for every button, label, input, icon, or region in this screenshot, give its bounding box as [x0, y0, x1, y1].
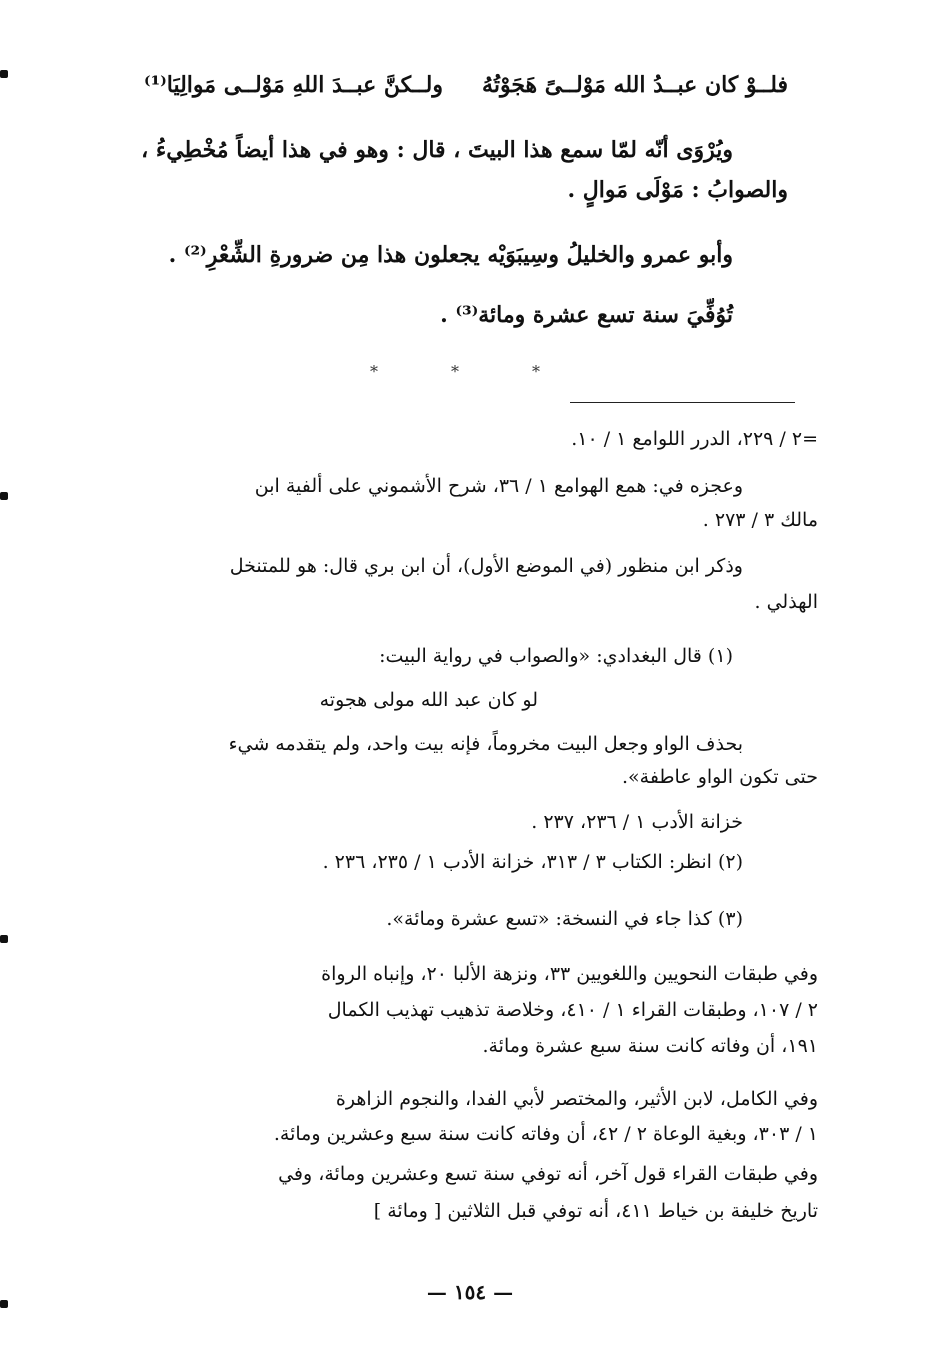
footnote-3: (٣) كذا جاء في النسخة: «تسع عشرة ومائة». — [386, 908, 743, 930]
margin-mark — [0, 1300, 8, 1308]
separator-star: * — [451, 362, 459, 381]
page-number: — ١٥٤ — — [426, 1280, 514, 1304]
footnote-1: (١) قال البغدادي: «والصواب في رواية البيت: — [379, 645, 733, 667]
footnote-line: تاريخ خليفة بن خياط ٤١١، أنه توفي قبل الثلاثين [ ومائة ] — [373, 1200, 818, 1222]
footnote-line: ١٩١، أن وفاته كانت سنة سبع عشرة ومائة. — [482, 1035, 818, 1057]
footnote-line: مالك ٣ / ٢٧٣ . — [702, 509, 818, 531]
margin-mark — [0, 492, 8, 500]
footnote-2: (٢) انظر: الكتاب ٣ / ٣١٣، خزانة الأدب ١ / ٢٣٥، ٢٣٦ . — [322, 851, 743, 873]
footnote-line: =٢ / ٢٢٩، الدرر اللوامع ١ / ١٠. — [571, 428, 818, 450]
verse-first-hemistich: فلــوْ كان عبــدُ الله مَوْلــىً هَجَوْتُهُ — [482, 72, 788, 98]
main-text-line: ويُرْوَى أنّه لمّا سمع هذا البيتَ ، قال : وهو في هذا أيضاً مُخْطِيءُ ، — [141, 137, 733, 163]
footnote-line: ٢ / ١٠٧، وطبقات القراء ١ / ٤١٠، وخلاصة تذهيب تهذيب الكمال — [327, 999, 818, 1021]
separator-star: * — [532, 362, 540, 381]
verse-second-hemistich: ولــكنَّ عبــدَ اللهِ مَوْلــى مَوالِيَا⁽¹⁾ — [144, 72, 443, 98]
footnote-line: وفي الكامل، لابن الأثير، والمختصر لأبي الفدا، والنجوم الزاهرة — [335, 1088, 818, 1110]
footnote-line: وذكر ابن منظور (في الموضع الأول)، أن ابن بري قال: هو للمتنخل — [229, 555, 743, 577]
section-separator — [370, 362, 540, 381]
footnote-divider — [570, 402, 795, 403]
footnote-line: وفي طبقات النحويين واللغويين ٣٣، ونزهة الألبا ٢٠، وإنباه الرواة — [321, 963, 818, 985]
margin-mark — [0, 70, 8, 78]
footnote-line: وعجزه في: همع الهوامع ١ / ٣٦، شرح الأشموني على ألفية ابن — [254, 475, 743, 497]
separator-star: * — [370, 362, 378, 381]
footnote-line: خزانة الأدب ١ / ٢٣٦، ٢٣٧ . — [531, 811, 743, 833]
footnote-line: حتى تكون الواو عاطفة». — [621, 766, 818, 788]
footnote-verse: لو كان عبد الله مولى هجوته — [319, 689, 538, 711]
main-text-line: وأبو عمرو والخليلُ وسِيبَوَيْه يجعلون هذا مِن ضرورةِ الشِّعْرِ⁽²⁾ . — [168, 242, 733, 268]
footnote-line: ١ / ٣٠٣، وبغية الوعاة ٢ / ٤٢، أن وفاته كانت سنة سبع وعشرين ومائة. — [273, 1123, 818, 1145]
margin-mark — [0, 935, 8, 943]
main-text-line: والصوابُ : مَوْلَى مَوالٍ . — [567, 177, 788, 203]
main-text-line: تُوُفِّيَ سنة تسع عشرة ومائة⁽³⁾ . — [440, 302, 733, 328]
footnote-line: الهذلي . — [754, 591, 818, 613]
footnote-line: وفي طبقات القراء قول آخر، أنه توفي سنة تسع وعشرين ومائة، وفي — [278, 1163, 818, 1185]
footnote-line: بحذف الواو وجعل البيت مخروماً، فإنه بيت واحد، ولم يتقدمه شيء — [228, 733, 743, 755]
